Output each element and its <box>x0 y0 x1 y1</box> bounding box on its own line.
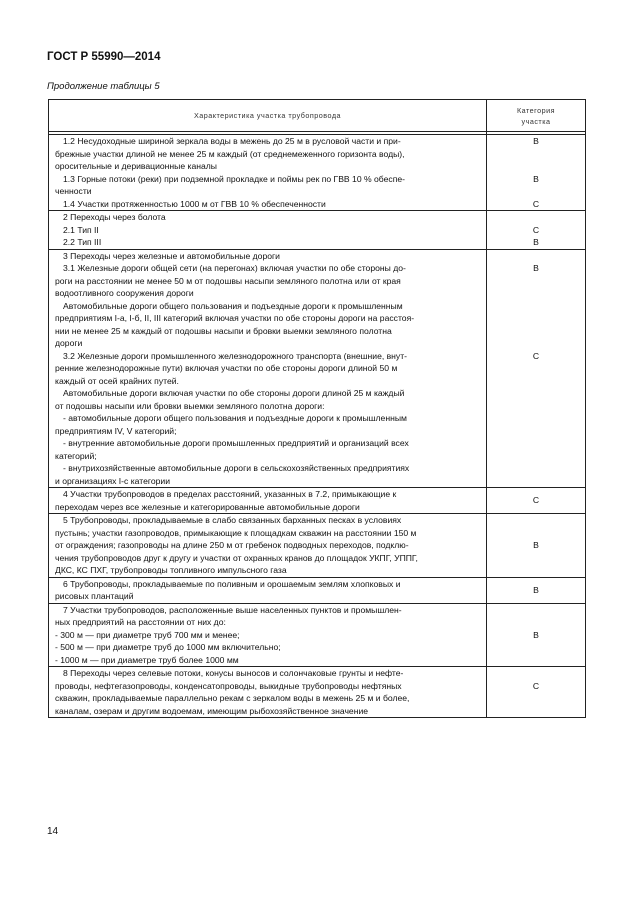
text-line: скважин, прокладываемые параллельно рекам с зеркалом воды в межень 25 м и более, <box>55 693 410 703</box>
text-line: и организациях I-с категории <box>55 475 170 486</box>
text-line: Автомобильные дороги включая участки по обе стороны дороги длиной 25 м каждый <box>63 388 405 398</box>
category-value: В <box>533 173 539 184</box>
header-characteristic: Характеристика участка трубопровода <box>49 100 487 132</box>
category-value: С <box>532 224 540 235</box>
row-description <box>49 488 487 514</box>
table-row <box>49 667 586 718</box>
category-value: С <box>532 350 540 361</box>
text-line: ДКС, КС ПХГ, трубопроводы топливного импульсного газа <box>55 565 287 575</box>
row-description <box>49 249 487 488</box>
header-category <box>487 100 586 132</box>
row-category: В <box>487 514 586 578</box>
text-line: предприятиям I-а, I-б, II, III категорий включая участки по обе стороны дороги на расстоя- <box>55 313 415 323</box>
category-value: С <box>532 680 540 691</box>
row-description <box>49 603 487 667</box>
text-line: проводы, нефтегазопроводы, конденсатопроводы, выкидные трубопроводы нефтяных <box>55 680 402 691</box>
table-row <box>49 135 586 211</box>
text-line: - 300 м — при диаметре труб 700 мм и менее; <box>55 629 240 640</box>
row-description <box>49 135 487 211</box>
text-line: 1.4 Участки протяженностью 1000 м от ГВВ 10 % обеспеченности <box>63 198 326 209</box>
page-number: 14 <box>47 826 59 837</box>
row-category: В <box>487 603 586 667</box>
text-line: 6 Трубопроводы, прокладываемые по поливным и орошаемым землям хлопковых и <box>63 578 401 589</box>
row-category <box>487 667 586 718</box>
table-row <box>49 514 586 578</box>
text-line: ренние железнодорожные пути) включая участки по обе стороны дороги длиной 50 м <box>55 363 398 373</box>
text-line: роги на расстоянии не менее 50 м от подошвы насыпи земляного полотна или от края <box>55 275 401 286</box>
text-line: 4 Участки трубопроводов в пределах расстояний, указанных в 7.2, примыкающие к <box>63 489 397 499</box>
text-line: предприятиям IV, V категорий; <box>55 425 177 436</box>
table-header-row <box>49 100 586 132</box>
text-line: пустынь; участки газопроводов, примыкающие к площадкам скважин на расстоянии 150 м <box>55 527 417 538</box>
category-value: В <box>533 136 539 146</box>
text-line: 3 Переходы через железные и автомобильные дороги <box>63 250 280 261</box>
text-line: 2.1 Тип II <box>63 224 99 235</box>
text-line: нии не менее 25 м каждый от подошвы насыпи и бровки выемки земляного полотна <box>55 325 392 336</box>
text-line: - внутренние автомобильные дороги промышленных предприятий и организаций всех <box>63 438 409 448</box>
text-line: каналам, озерам и другим водоемам, имеющим рыбохозяйственное значение <box>55 705 369 716</box>
row-category <box>487 135 586 211</box>
header-category-line2: участка <box>521 116 551 126</box>
text-line: 2 Переходы через болота <box>63 212 166 222</box>
text-line: - 1000 м — при диаметре труб более 1000 мм <box>55 654 239 665</box>
row-category <box>487 211 586 250</box>
text-line: Автомобильные дороги общего пользования и подъездные дороги к промышленным <box>63 300 403 311</box>
text-line: ченности <box>55 186 92 196</box>
table-row <box>49 577 586 603</box>
table-row <box>49 211 586 250</box>
text-line: переходам через все железные и категорированные автомобильные дороги <box>55 501 360 512</box>
text-line: 3.1 Железные дороги общей сети (на перегонах) включая участки по обе стороны до- <box>63 263 406 273</box>
table-row <box>49 488 586 514</box>
row-category: В <box>487 577 586 603</box>
row-description <box>49 514 487 578</box>
category-value: С <box>532 198 540 209</box>
text-line: категорий; <box>55 450 97 461</box>
row-description <box>49 211 487 250</box>
text-line: от ограждения; газопроводы на длине 250 м от гребенок подводных переходов, подклю- <box>55 540 409 550</box>
text-line: 7 Участки трубопроводов, расположенные выше населенных пунктов и промышлен- <box>63 604 402 615</box>
row-description <box>49 577 487 603</box>
text-line: 8 Переходы через селевые потоки, конусы выносов и солончаковые грунты и нефте- <box>63 668 404 678</box>
category-value: В <box>533 263 539 273</box>
row-description <box>49 667 487 718</box>
text-line: 1.3 Горные потоки (реки) при подземной прокладке и поймы рек по ГВВ 10 % обеспе- <box>63 173 406 184</box>
text-line: 1.2 Несудоходные шириной зеркала воды в межень до 25 м в русловой части и при- <box>63 136 401 146</box>
text-line: - автомобильные дороги общего пользования и подъездные дороги к промышленным <box>63 413 407 423</box>
text-line: брежные участки длиной не менее 25 м каждый (от среднемеженного горизонта воды), <box>55 148 405 159</box>
document-code: ГОСТ Р 55990—2014 <box>47 51 161 63</box>
text-line: оросительные и деривационные каналы <box>55 161 217 171</box>
text-line: рисовых плантаций <box>55 591 134 601</box>
text-line: 5 Трубопроводы, прокладываемые в слабо связанных барханных песках в условиях <box>63 515 402 525</box>
row-category: С <box>487 488 586 514</box>
text-line: 3.2 Железные дороги промышленного железнодорожного транспорта (внешние, внут- <box>63 350 408 361</box>
text-line: чения трубопроводов друг к другу и участки от охранных кранов до площадок УКПГ, УППГ, <box>55 552 418 563</box>
text-line: водоотливного сооружения дороги <box>55 288 194 298</box>
table-caption: Продолжение таблицы 5 <box>47 81 160 92</box>
text-line: ных предприятий на расстоянии от них до: <box>55 617 226 627</box>
text-line: от подошвы насыпи или бровки выемки земляного полотна дороги: <box>55 400 325 411</box>
table-row <box>49 603 586 667</box>
row-category <box>487 249 586 488</box>
text-line: - внутрихозяйственные автомобильные дороги в сельскохозяйственных предприятиях <box>63 463 410 473</box>
text-line: 2.2 Тип III <box>63 237 102 247</box>
header-category-line1: Категория <box>516 105 556 115</box>
text-line: - 500 м — при диаметре труб до 1000 мм включительно; <box>55 642 281 652</box>
categories-table <box>48 99 586 718</box>
text-line: каждый от осей крайних путей. <box>55 375 179 386</box>
table-row <box>49 249 586 488</box>
category-value: В <box>533 237 539 247</box>
text-line: дороги <box>55 338 83 348</box>
